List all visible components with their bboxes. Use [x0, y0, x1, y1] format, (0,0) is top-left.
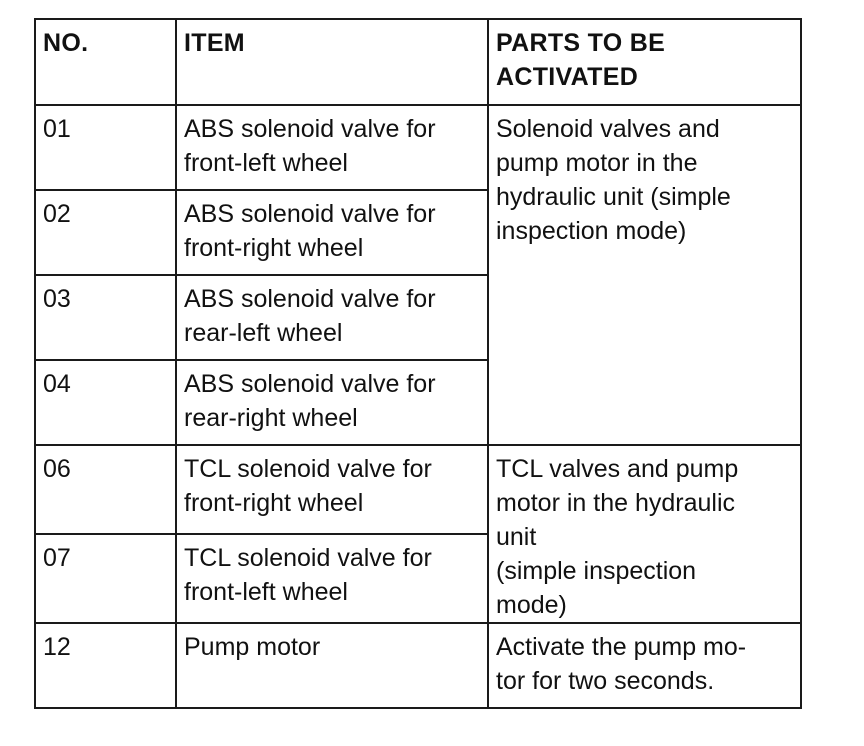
- cell-item: Pump motor: [176, 623, 488, 708]
- table-header-row: [35, 19, 801, 105]
- header-parts-label: PARTS TO BE ACTIVATED: [496, 29, 666, 91]
- cell-no: 12: [35, 623, 176, 708]
- table-row: [35, 445, 801, 534]
- header-item: ITEM: [176, 19, 488, 105]
- table-row: [35, 623, 801, 708]
- cell-no: 06: [35, 445, 176, 534]
- cell-item: ABS solenoid valve for rear-right wheel: [176, 360, 488, 445]
- cell-item: TCL solenoid valve for front-right wheel: [176, 445, 488, 534]
- cell-no: 01: [35, 105, 176, 190]
- cell-no: 02: [35, 190, 176, 275]
- cell-no: 04: [35, 360, 176, 445]
- cell-parts-tcl: TCL valves and pump motor in the hydraulic unit (simple inspection mode): [488, 445, 801, 623]
- table-row: [35, 105, 801, 190]
- cell-item: TCL solenoid valve for front-left wheel: [176, 534, 488, 623]
- cell-item: ABS solenoid valve for front-left wheel: [176, 105, 488, 190]
- cell-item: ABS solenoid valve for rear-left wheel: [176, 275, 488, 360]
- header-no: NO.: [35, 19, 176, 105]
- cell-no: 03: [35, 275, 176, 360]
- cell-parts-abs: Solenoid valves and pump motor in the hydraulic unit (simple inspection mode): [488, 105, 801, 445]
- header-parts: [488, 19, 801, 105]
- cell-no: 07: [35, 534, 176, 623]
- actuator-test-table: [34, 18, 802, 709]
- cell-item: ABS solenoid valve for front-right wheel: [176, 190, 488, 275]
- cell-parts-pump: Activate the pump mo- tor for two seconds.: [488, 623, 801, 708]
